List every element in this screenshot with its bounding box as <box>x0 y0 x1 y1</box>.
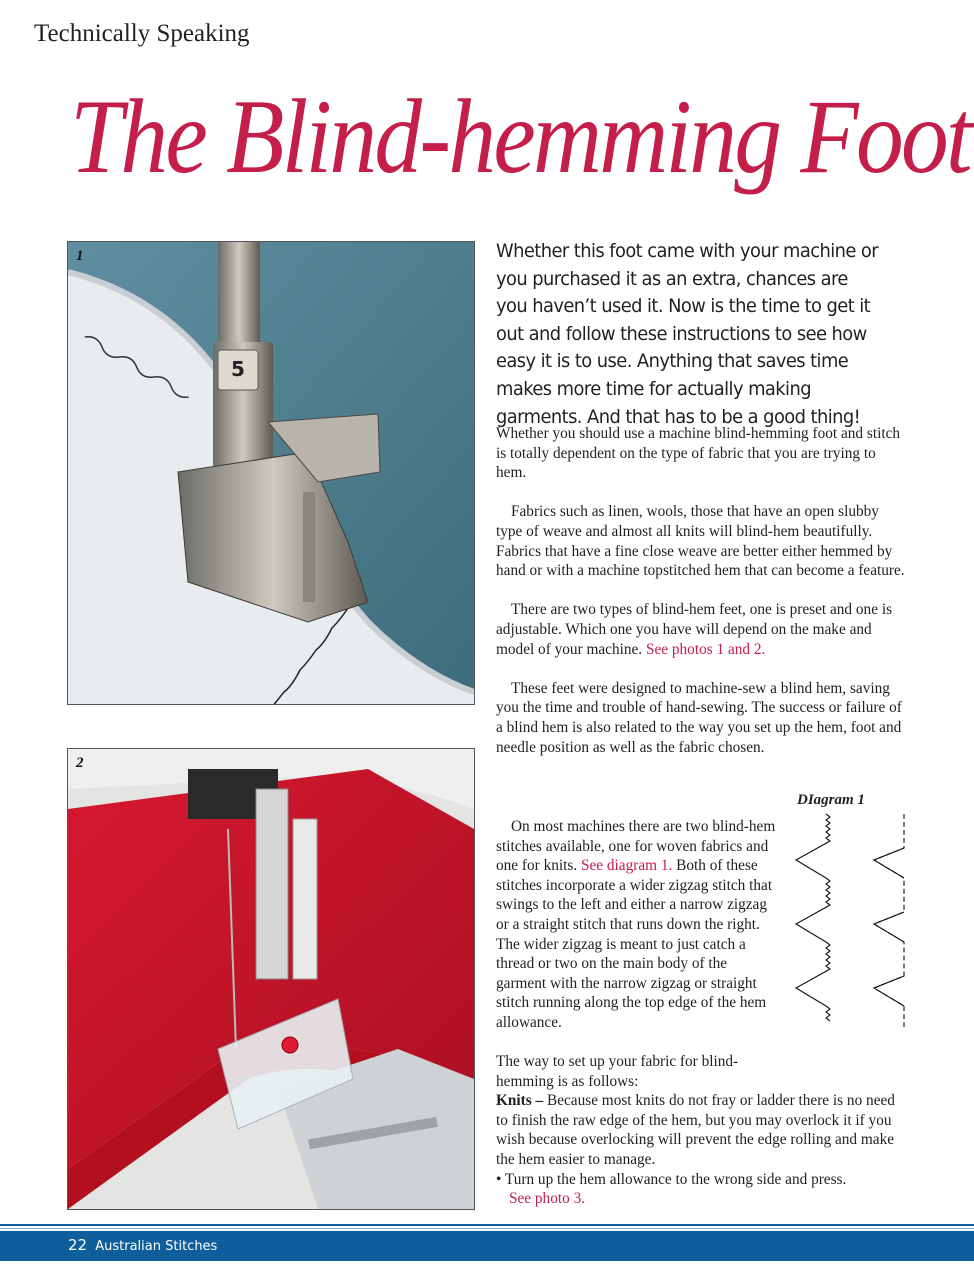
footer-rule-top <box>0 1224 974 1226</box>
body-paragraph-3-text: There are two types of blind-hem feet, one is preset and one is adjustable. Which one you have will depend on the make and model of your machine. <box>496 601 893 658</box>
body-paragraph-2: Fabrics such as linen, wools, those that have an open slubby type of weave and almost all knits will blind-hem beautifully. Fabrics that have a fine close weave are better either hemmed by hand or with a machine topstitched hem that can become a feature. <box>496 503 905 580</box>
body-paragraph-4: These feet were designed to machine-sew a blind hem, saving you the time and trouble of hand-sewing. The success or failure of a blind hem is also related to the way you set up the hem, foot and needle position as well as the fabric chosen. <box>496 679 902 756</box>
photo-2 <box>67 748 475 1210</box>
page-title: The Blind-hemming Foot <box>70 78 970 195</box>
bullet-item <box>496 1170 906 1209</box>
body-paragraph-5 <box>496 817 778 1033</box>
body-column-narrow <box>496 817 778 1033</box>
photo-2-number: 2 <box>76 755 84 771</box>
footer-rule-mid <box>0 1228 974 1229</box>
body-paragraph-6: The way to set up your fabric for blind-hemming is as follows: <box>496 1053 739 1090</box>
intro-paragraph: Whether this foot came with your machine or you purchased it as an extra, chances are you haven’t used it. Now is the time to get it out and follow these instructions to see how easy it is to use. Anything that saves time makes more time for actually making garments. And that has to be a good thing! <box>496 240 879 428</box>
see-photo-3-link[interactable]: See photo 3. <box>509 1190 586 1208</box>
body-paragraph-5-text-a: On most machines there are two blind-hem stitches available, one for woven fabrics and one for knits. <box>496 818 776 875</box>
body-paragraph-3 <box>496 600 906 659</box>
bullet-text: • Turn up the hem allowance to the wrong side and press. <box>496 1170 847 1188</box>
body-paragraph-5-text-b: Both of these stitches incorporate a wider zigzag stitch that swings to the left and either a narrow zigzag or a straight stitch that runs down the right. The wider zigzag is meant to just catch a thread or two on the main body of the garment with the narrow zigzag or straight stitch running along the top edge of the hem allowance. <box>496 857 773 1031</box>
knits-text: Because most knits do not fray or ladder there is no need to finish the raw edge of the hem, but you may overlock it if you wish because overlocking will prevent the edge rolling and make the hem easier to manage. <box>496 1092 895 1168</box>
photo-1-number: 1 <box>76 248 84 264</box>
photo-1 <box>67 241 475 705</box>
page-number: 22 <box>68 1236 88 1254</box>
blind-hem-diagram <box>794 812 914 1032</box>
diagram-title: DIagram 1 <box>797 792 865 808</box>
body-column-top <box>496 424 906 757</box>
section-label: Technically Speaking <box>34 20 250 47</box>
see-photos-link[interactable]: See photos 1 and 2. <box>645 640 766 658</box>
foot-number-5: 5 <box>231 357 245 381</box>
footer <box>68 1235 217 1257</box>
knits-label: Knits – <box>496 1092 544 1110</box>
body-column-bottom <box>496 1052 906 1209</box>
body-paragraph-1: Whether you should use a machine blind-hemming foot and stitch is totally dependent on the type of fabric that you are trying to hem. <box>496 425 901 482</box>
knits-paragraph <box>496 1091 906 1169</box>
see-diagram-link[interactable]: See diagram 1. <box>580 857 673 875</box>
magazine-name: Australian Stitches <box>95 1239 218 1254</box>
